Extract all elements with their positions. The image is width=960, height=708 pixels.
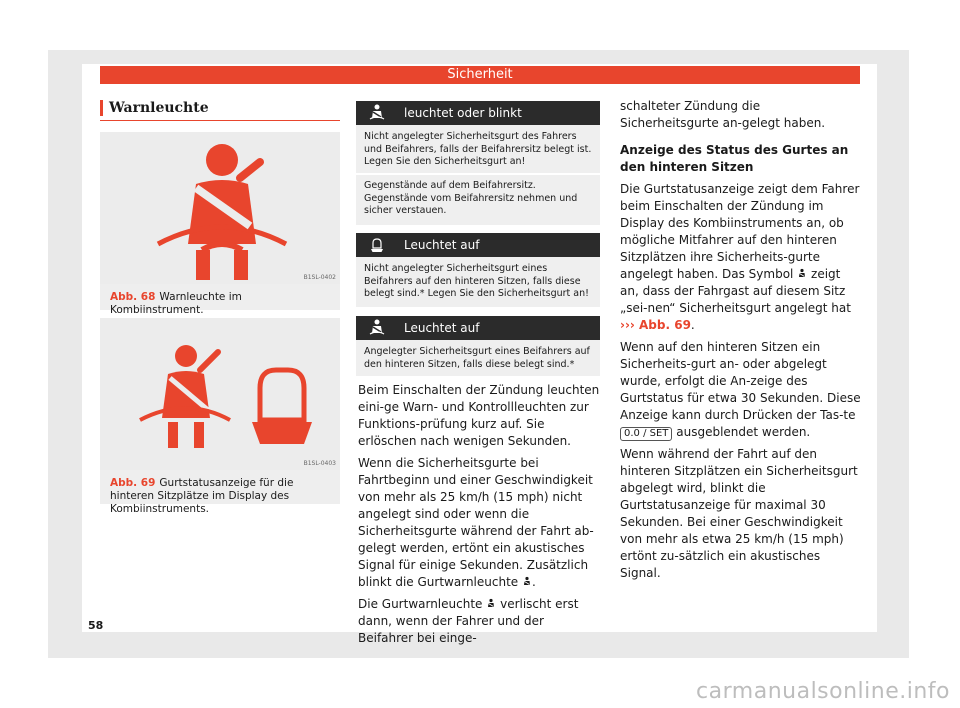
figure-number: Abb. 68 xyxy=(110,291,156,303)
paragraph xyxy=(620,181,862,334)
chapter-header: Sicherheit xyxy=(100,66,860,84)
box-paragraph: Nicht angelegter Sicherheitsgurt des Fahrers und Beifahrers, falls der Beifahrersitz belegt ist. Legen Sie den Sicherheitsgurt an! xyxy=(364,131,592,167)
seatbelt-warning-icon xyxy=(100,132,340,284)
box-head-label: leuchtet oder blinkt xyxy=(404,106,522,120)
watermark: carmanualsonline.info xyxy=(696,679,950,704)
box-head-label: Leuchtet auf xyxy=(404,238,480,252)
box-head-label: Leuchtet auf xyxy=(404,321,480,335)
figure-reference-link[interactable]: ››› Abb. 69 xyxy=(620,318,691,332)
paragraph-text: Wenn auf den hinteren Sitzen ein Sicherheits-gurt an- oder abgelegt wurde, erfolgt die An-zeige des Gurtstatus für etwa 30 Sekunden. Diese Anzeige kann durch Drücken der Tas-te xyxy=(620,340,861,422)
seatbelt-person-icon xyxy=(797,268,807,280)
box-body-1 xyxy=(356,125,600,225)
paragraph-text: Die Gurtwarnleuchte xyxy=(358,597,483,611)
box-head-2 xyxy=(356,233,600,257)
box-paragraph: Nicht angelegter Sicherheitsgurt eines Beifahrers auf den hinteren Sitzen, falls diese belegt sind.* Legen Sie den Sicherheitsgurt an! xyxy=(364,263,589,299)
paragraph-text: zeigt an, dass der Fahrgast auf diesem Sitz „sei-nen“ Sicherheitsgurt angelegt hat xyxy=(620,267,851,315)
paragraph-text: ausgeblendet werden. xyxy=(676,425,811,439)
paragraph-text: . xyxy=(532,575,536,589)
paragraph xyxy=(358,596,602,647)
belt-status-image xyxy=(100,318,340,470)
seatbelt-person-icon xyxy=(522,576,532,588)
figure-69 xyxy=(100,318,340,515)
paragraph xyxy=(358,455,602,591)
section-title: Warnleuchte xyxy=(100,100,349,116)
subheading: Anzeige des Status des Gurtes an den hinteren Sitzen xyxy=(620,143,849,174)
paragraph-text: Die Gurtstatusanzeige zeigt dem Fahrer beim Einschalten der Zündung im Display des Kombiinstruments an, ob mögliche Mitfahrer auf den hinteren Sitzplätzen ihre Sicherheits-gurte angelegt haben. Das Symbol xyxy=(620,182,860,281)
box-paragraph: Angelegter Sicherheitsgurt eines Beifahrers auf den hinteren Sitzen, falls diese belegt sind.* xyxy=(364,346,590,370)
key-label: 0.0 / SET xyxy=(620,427,672,441)
paragraph: Wenn während der Fahrt auf den hinteren Sitzplätzen ein Sicherheitsgurt abgelegt wird, blinkt die Gurtstatusanzeige für maximal 30 Sekunden. Bei einer Geschwindigkeit von mehr als etwa 25 km/h (15 mph) ertönt zu-sätzlich ein akustisches Signal. xyxy=(620,447,858,580)
figure-number: Abb. 69 xyxy=(110,477,156,489)
paragraph-text: Wenn die Sicherheitsgurte bei Fahrtbeginn und einer Geschwindigkeit von mehr als 25 km/h (15 mph) nicht angelegt sind oder wenn die Sicherheitsgurte während der Fahrt ab-gelegt werden, ertönt ein akustisches Signal für einige Sekunden. Zusätzlich blinkt die Gurtwarnleuchte xyxy=(358,456,594,589)
figure-68 xyxy=(100,132,340,316)
paragraph xyxy=(620,339,862,441)
rear-seat-status-icon xyxy=(100,318,340,470)
figure-caption-text: Warnleuchte im Kombiinstrument. xyxy=(110,291,242,316)
paragraph-text: verlischt erst dann, wenn der Fahrer und der Beifahrer bei einge- xyxy=(358,597,579,645)
seatbelt-person-icon xyxy=(368,101,386,125)
figure-caption-text: Gurtstatusanzeige für die hinteren Sitzplätze im Display des Kombiinstruments. xyxy=(110,477,294,515)
empty-seat-icon xyxy=(368,233,386,257)
page-number: 58 xyxy=(88,619,104,632)
paragraph-text: . xyxy=(690,318,695,332)
middle-body-text xyxy=(358,382,602,652)
figure-caption xyxy=(110,291,334,317)
right-body-text xyxy=(620,98,862,587)
figure-code: B1SL-0403 xyxy=(303,460,336,467)
box-divider xyxy=(356,173,600,175)
warning-light-image xyxy=(100,132,340,284)
box-body-3 xyxy=(356,340,600,376)
box-body-2 xyxy=(356,257,600,307)
section-rule xyxy=(100,120,340,121)
figure-code: B1SL-0402 xyxy=(303,274,336,281)
box-paragraph: Gegenstände auf dem Beifahrersitz. Gegenstände vom Beifahrersitz nehmen und sicher verstauen. xyxy=(364,180,578,216)
box-head-1 xyxy=(356,101,600,125)
figure-caption xyxy=(110,477,334,516)
paragraph: Beim Einschalten der Zündung leuchten eini-ge Warn- und Kontrollleuchten zur Funktions-prüfung kurz auf. Sie erlöschen nach wenigen Sekunden. xyxy=(358,383,600,448)
seatbelt-person-icon xyxy=(486,598,496,610)
seatbelt-person-icon xyxy=(368,316,386,340)
paragraph: schalteter Zündung die Sicherheitsgurte an-gelegt haben. xyxy=(620,99,826,130)
box-head-3 xyxy=(356,316,600,340)
